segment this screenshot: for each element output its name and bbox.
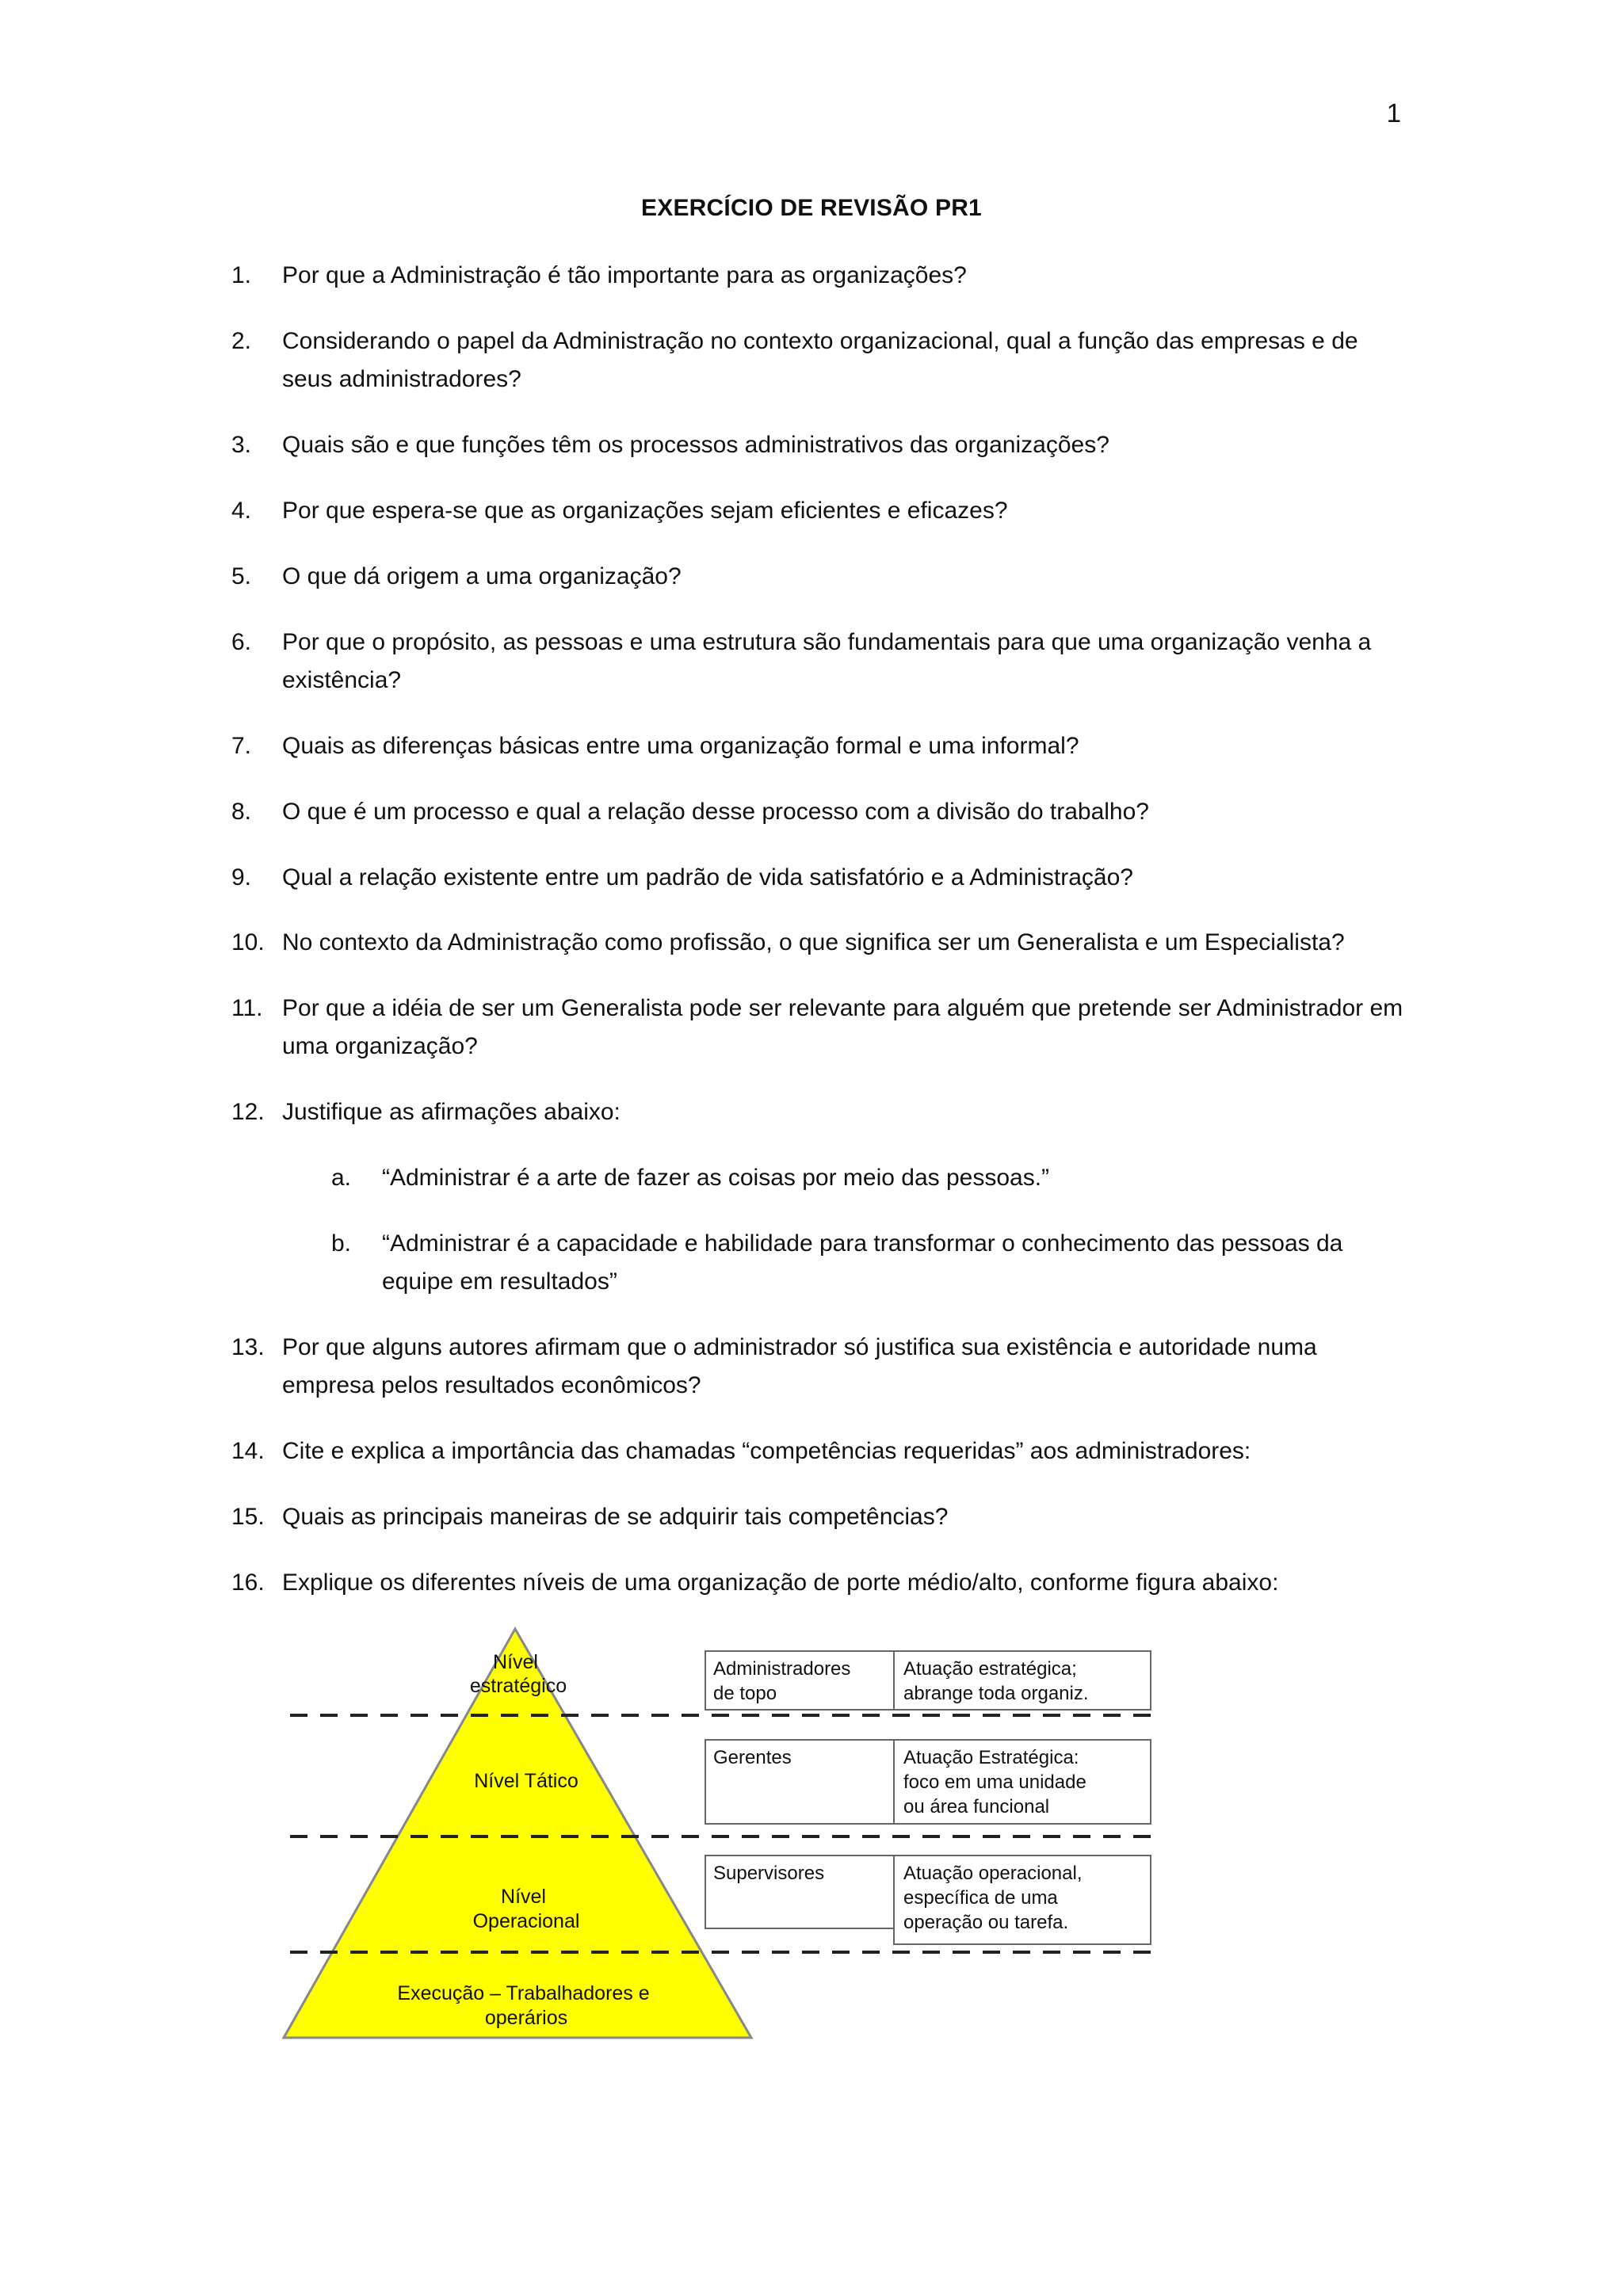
question-text: Por que alguns autores afirmam que o administrador só justifica sua existência e autoridade numa empresa pelos resultados econômicos? — [282, 1334, 1317, 1398]
organization-levels-figure — [281, 1624, 1168, 2056]
question-3 — [231, 426, 1412, 464]
question-text: Explique os diferentes níveis de uma organização de porte médio/alto, conforme figura abaixo: — [282, 1569, 1279, 1596]
question-number: 9. — [231, 864, 252, 891]
question-9 — [231, 859, 1412, 897]
pyramid-level-execution: Execução – Trabalhadores e operários — [397, 1982, 650, 2029]
sub-item-letter: b. — [331, 1230, 352, 1257]
sub-item-a — [331, 1159, 1417, 1197]
role-description: Atuação estratégica; abrange toda organiz. — [903, 1658, 1089, 1704]
question-6 — [231, 624, 1412, 700]
question-14 — [231, 1432, 1412, 1470]
question-5 — [231, 558, 1412, 596]
role-description: Atuação Estratégica: foco em uma unidade ou área funcional — [903, 1747, 1086, 1817]
question-number: 10. — [231, 929, 265, 955]
role-description: Atuação operacional, específica de uma operação ou tarefa. — [903, 1863, 1083, 1933]
question-8 — [231, 793, 1412, 831]
pyramid-level-strategic: Nível estratégico — [469, 1651, 567, 1697]
page-number: 1 — [1386, 98, 1401, 128]
question-text: No contexto da Administração como profissão, o que significa ser um Generalista e um Especialista? — [282, 929, 1345, 955]
question-11 — [231, 990, 1412, 1066]
pyramid-level-tactical: Nível Tático — [474, 1770, 579, 1792]
question-number: 3. — [231, 432, 252, 458]
question-number: 14. — [231, 1438, 265, 1464]
question-4 — [231, 492, 1412, 530]
sub-item-text: “Administrar é a arte de fazer as coisas por meio das pessoas.” — [382, 1165, 1050, 1191]
page-title: EXERCÍCIO DE REVISÃO PR1 — [641, 195, 982, 221]
role-label: Supervisores — [713, 1863, 825, 1884]
question-number: 12. — [231, 1099, 265, 1125]
question-text: Qual a relação existente entre um padrão de vida satisfatório e a Administração? — [282, 864, 1133, 891]
question-number: 15. — [231, 1504, 265, 1530]
question-text: Cite e explica a importância das chamadas “competências requeridas” aos administradores: — [282, 1438, 1251, 1464]
question-text: O que é um processo e qual a relação desse processo com a divisão do trabalho? — [282, 799, 1149, 825]
question-text: Quais as principais maneiras de se adquirir tais competências? — [282, 1504, 949, 1530]
question-text: Quais as diferenças básicas entre uma organização formal e uma informal? — [282, 733, 1079, 759]
question-number: 8. — [231, 799, 252, 825]
question-13 — [231, 1329, 1412, 1405]
question-7 — [231, 727, 1412, 765]
question-10 — [231, 924, 1436, 962]
question-text: Por que a Administração é tão importante para as organizações? — [282, 262, 967, 288]
question-number: 7. — [231, 733, 252, 759]
question-1 — [231, 257, 1412, 295]
question-number: 4. — [231, 498, 252, 524]
question-12 — [231, 1093, 1412, 1131]
question-number: 5. — [231, 563, 252, 589]
question-text: Por que o propósito, as pessoas e uma estrutura são fundamentais para que uma organização venha a existência? — [282, 629, 1372, 693]
question-text: Quais são e que funções têm os processos administrativos das organizações? — [282, 432, 1109, 458]
question-text: Considerando o papel da Administração no contexto organizacional, qual a função das empresas e de seus administradores? — [282, 328, 1358, 392]
question-text: Por que a idéia de ser um Generalista pode ser relevante para alguém que pretende ser Administrador em uma organização? — [282, 995, 1403, 1059]
question-number: 16. — [231, 1569, 265, 1596]
question-text: Justifique as afirmações abaixo: — [282, 1099, 621, 1125]
question-number: 1. — [231, 262, 252, 288]
question-text: Por que espera-se que as organizações sejam eficientes e eficazes? — [282, 498, 1008, 524]
sub-item-text: “Administrar é a capacidade e habilidade para transformar o conhecimento das pessoas da equipe em resultados” — [382, 1230, 1343, 1295]
question-text: O que dá origem a uma organização? — [282, 563, 682, 589]
pyramid-level-operational: Nível Operacional — [472, 1886, 580, 1932]
question-number: 11. — [231, 995, 263, 1021]
role-label: Administradores de topo — [713, 1658, 851, 1704]
sub-item-letter: a. — [331, 1165, 352, 1191]
question-15 — [231, 1498, 1412, 1536]
sub-item-b — [331, 1225, 1417, 1301]
question-16 — [231, 1564, 1412, 1602]
question-2 — [231, 322, 1412, 399]
question-number: 2. — [231, 328, 252, 354]
question-number: 6. — [231, 629, 252, 655]
role-label: Gerentes — [713, 1747, 792, 1768]
question-number: 13. — [231, 1334, 265, 1360]
